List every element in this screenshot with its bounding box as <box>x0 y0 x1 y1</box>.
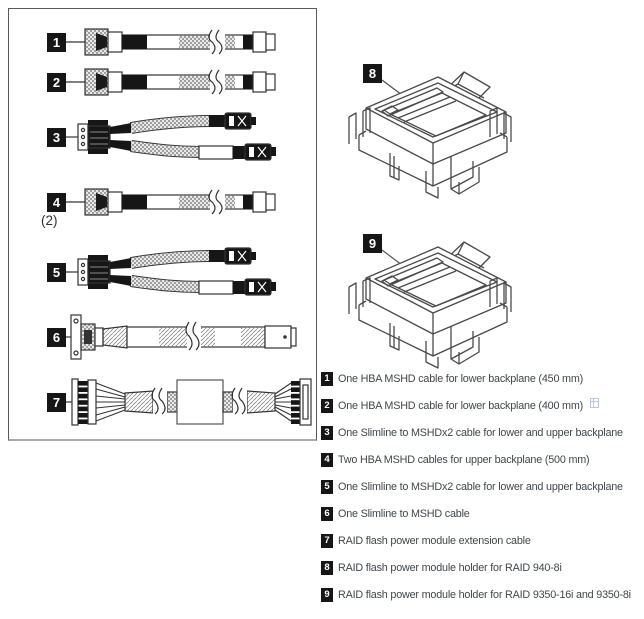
legend-text-1: One HBA MSHD cable for lower backplane (450 mm) <box>338 373 584 385</box>
legend-text-9: RAID flash power module holder for RAID 9350-16i and 9350-8i <box>338 589 631 601</box>
callout-2: 2 <box>47 73 66 92</box>
legend-text-5: One Slimline to MSHDx2 cable for lower and upper backplane <box>338 481 623 493</box>
cable-4-quantity-label: (2) <box>41 213 58 228</box>
legend-text-7: RAID flash power module extension cable <box>338 535 531 547</box>
legend-badge-9: 9 <box>321 588 333 602</box>
legend-text-3: One Slimline to MSHDx2 cable for lower and upper backplane <box>338 427 623 439</box>
cable-5-drawing <box>66 248 276 295</box>
legend-text-6: One Slimline to MSHD cable <box>338 508 470 520</box>
legend-badge-8: 8 <box>321 561 333 575</box>
cable-6-drawing <box>66 315 296 359</box>
legend-row-3 <box>321 425 644 452</box>
legend-text-2: One HBA MSHD cable for lower backplane (400 mm) <box>338 400 584 412</box>
cable-1-drawing <box>66 29 275 55</box>
legend-badge-7: 7 <box>321 534 333 548</box>
cable-3-drawing <box>66 113 276 160</box>
legend-text-4: Two HBA MSHD cables for upper backplane (500 mm) <box>338 454 590 466</box>
legend-row-1 <box>321 371 644 398</box>
grid-anchor-icon[interactable] <box>590 398 599 408</box>
legend-row-4 <box>321 452 644 479</box>
cable-2-drawing <box>66 69 275 95</box>
legend <box>321 371 644 614</box>
callout-4: 4 <box>47 193 66 212</box>
callout-7: 7 <box>47 393 66 412</box>
legend-badge-5: 5 <box>321 480 333 494</box>
callout-1: 1 <box>47 33 66 52</box>
legend-row-9 <box>321 587 644 614</box>
cable-7-drawing <box>66 379 311 425</box>
legend-row-2 <box>321 398 644 425</box>
callout-3: 3 <box>47 128 66 147</box>
callout-9: 9 <box>363 234 382 253</box>
raid-holder-8-drawing <box>338 60 530 218</box>
legend-badge-1: 1 <box>321 372 333 386</box>
callout-8: 8 <box>363 64 382 83</box>
callout-6: 6 <box>47 328 66 347</box>
legend-badge-6: 6 <box>321 507 333 521</box>
legend-row-5 <box>321 479 644 506</box>
legend-text-8: RAID flash power module holder for RAID 940-8i <box>338 562 562 574</box>
legend-badge-3: 3 <box>321 426 333 440</box>
callout-5: 5 <box>47 263 66 282</box>
legend-row-8 <box>321 560 644 587</box>
legend-badge-4: 4 <box>321 453 333 467</box>
cable-4-drawing <box>66 189 275 215</box>
legend-row-6 <box>321 506 644 533</box>
legend-badge-2: 2 <box>321 399 333 413</box>
raid-holder-9-drawing <box>338 230 530 388</box>
legend-row-7 <box>321 533 644 560</box>
